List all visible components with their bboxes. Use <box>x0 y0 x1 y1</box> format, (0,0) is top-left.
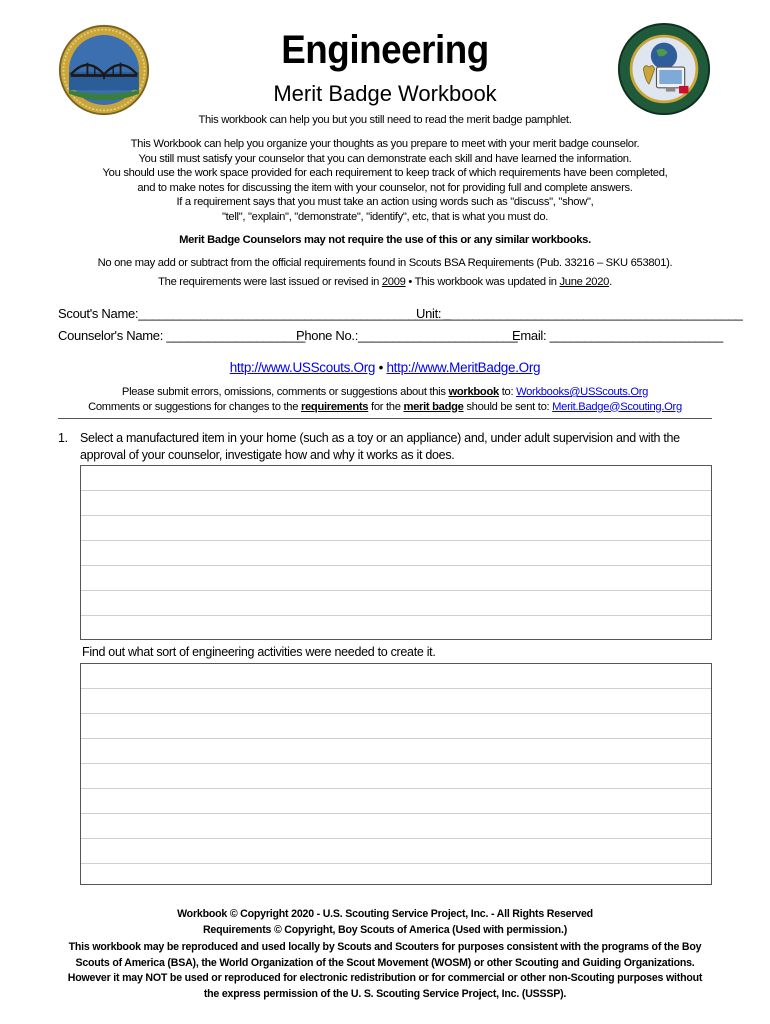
workbooks-email-link[interactable]: Workbooks@USScouts.Org <box>516 386 649 398</box>
answer-box-1[interactable] <box>80 465 712 640</box>
usage-line: This workbook may be reproduced and used locally by Scouts and Scouters for purposes consistent with the programs of the Boy <box>68 941 702 953</box>
requirement-followup: Find out what sort of engineering activities were needed to create it. <box>82 645 436 659</box>
merit-badge-email-link[interactable]: Merit.Badge@Scouting.Org <box>552 400 682 413</box>
website-links <box>0 360 770 375</box>
revision-prefix: The requirements were last issued or revised in <box>158 276 382 288</box>
feedback-text: Comments or suggestions for changes to the <box>88 400 301 413</box>
intro-line: This workbook can help you but you still need to read the merit badge pamphlet. <box>198 114 572 126</box>
email-field[interactable]: Email: _________________________ <box>512 328 723 343</box>
phone-field[interactable]: Phone No.:_______________________ <box>296 328 518 343</box>
revision-info <box>0 275 770 290</box>
ruled-line <box>81 515 711 516</box>
ruled-line <box>81 590 711 591</box>
section-divider <box>58 418 712 419</box>
feedback-text: Please submit errors, omissions, comments or suggestions about this <box>121 386 449 398</box>
intro-paragraph <box>0 137 770 224</box>
ruled-line <box>81 738 711 739</box>
ruled-line <box>81 813 711 814</box>
meritbadge-link[interactable]: http://www.MeritBadge.Org <box>386 360 541 375</box>
intro-line: "tell", "explain", "demonstrate", "identify", etc, that is what you must do. <box>221 210 549 223</box>
updated-suffix: . <box>609 276 612 288</box>
requirements-feedback-line <box>0 400 770 415</box>
feedback-bold: workbook <box>448 386 499 398</box>
usage-line: the express permission of the U. S. Scouting Service Project, Inc. (USSSP). <box>203 987 567 1000</box>
ruled-line <box>81 788 711 789</box>
ruled-line <box>81 763 711 764</box>
ruled-line <box>81 863 711 864</box>
requirement-number: 1. <box>58 431 68 445</box>
intro-line: You should use the work space provided for each requirement to keep track of which requirements have been completed, <box>102 167 668 179</box>
intro-line: You still must satisfy your counselor that you can demonstrate each skill and have learned the information. <box>138 152 632 165</box>
ruled-line <box>81 490 711 491</box>
ruled-line <box>81 838 711 839</box>
answer-box-2[interactable] <box>80 663 712 885</box>
feedback-bold: requirements <box>300 400 369 413</box>
counselor-name-field[interactable]: Counselor's Name: ____________________ <box>58 328 305 343</box>
intro-line: This Workbook can help you organize your thoughts as you prepare to meet with your merit badge counselor. <box>130 138 640 150</box>
revision-year: 2009 <box>381 276 406 288</box>
ruled-line <box>81 615 711 616</box>
copyright-line: Workbook © Copyright 2020 - U.S. Scouting Service Project, Inc. - All Rights Reserved <box>177 908 593 920</box>
intro-line: If a requirement says that you must take an action using words such as "discuss", "show", <box>176 196 594 208</box>
feedback-text: for the <box>368 400 404 413</box>
bullet-separator: • <box>405 276 415 288</box>
updated-date: June 2020 <box>559 276 610 288</box>
unit-field[interactable]: Unit: ___________________________________________ <box>416 306 743 321</box>
official-requirements-note: No one may add or subtract from the official requirements found in Scouts BSA Requirements (Pub. 33216 – SKU 653801). <box>97 257 673 269</box>
feedback-text: should be sent to: <box>463 400 553 413</box>
usscouts-link[interactable]: http://www.USScouts.Org <box>229 360 376 375</box>
ruled-line <box>81 688 711 689</box>
feedback-bold: merit badge <box>403 400 464 413</box>
copyright-line: Requirements © Copyright, Boy Scouts of America (Used with permission.) <box>202 923 568 936</box>
link-separator: • <box>375 360 387 375</box>
submission-info <box>0 385 770 414</box>
requirement-1 <box>58 430 718 464</box>
workbook-feedback-line <box>0 385 770 400</box>
requirement-text: Select a manufactured item in your home (such as a toy or an appliance) and, under adult supervision and with the approval of your counselor, investigate how and why it works as it does. <box>80 431 680 462</box>
ruled-line <box>81 565 711 566</box>
intro-line: and to make notes for discussing the item with your counselor, not for providing full and complete answers. <box>137 181 633 194</box>
counselors-note: Merit Badge Counselors may not require the use of this or any similar workbooks. <box>179 234 591 246</box>
usage-line: However it may NOT be used or reproduced for electronic redistribution or for commercial or other non-Scouting purposes without <box>67 972 703 984</box>
feedback-text: to: <box>498 386 517 398</box>
updated-prefix: This workbook was updated in <box>414 276 560 288</box>
page-title: Engineering <box>281 28 489 72</box>
usage-notice <box>0 940 770 1002</box>
ruled-line <box>81 713 711 714</box>
usage-line: Scouts of America (BSA), the World Organization of the Scout Movement (WOSM) or other Scouting and Guiding Organizations. <box>75 956 695 969</box>
copyright-notice <box>0 907 770 938</box>
page-subtitle: Merit Badge Workbook <box>273 81 497 106</box>
scout-name-field[interactable]: Scout's Name:_____________________________________________ <box>58 306 451 321</box>
ruled-line <box>81 540 711 541</box>
